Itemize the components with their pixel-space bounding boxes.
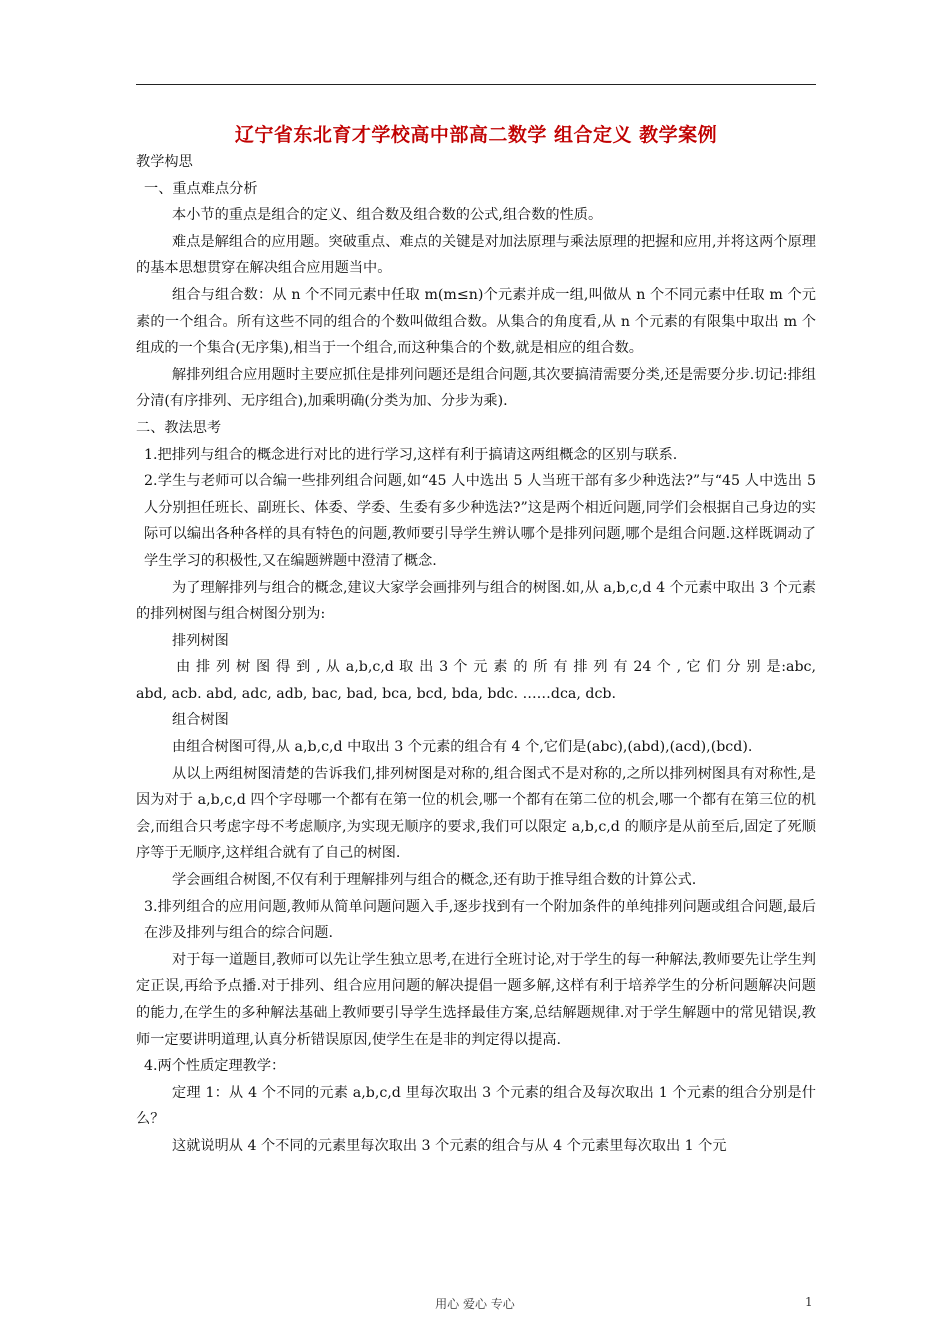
paragraph-combination-result: 由组合树图可得,从 a,b,c,d 中取出 3 个元素的组合有 4 个,它们是(abc),(abd),(acd),(bcd). [172,739,753,756]
paragraph-combination-definition: 组合与组合数：从 n 个不同元素中任取 m(m≤n)个元素并成一组,叫做从 n 个不同元素中任取 m 个元素的一个组合。所有这些不同的组合的个数叫做组合数。从集合的角度看,从 n 个元素的有限集中取出 m 个组成的一个集合(无序集),相当于一个组合,而这种集合的个数,就是相应的组合数。 [136,286,816,357]
paragraph-problem-discussion: 对于每一道题目,教师可以先让学生独立思考,在进行全班讨论,对于学生的每一种解法,教师要先让学生判定正误,再给予点播.对于排列、组合应用问题的解决提倡一题多解,这样有利于培养学生的分析问题解决问题的能力,在学生的多种解法基础上教师要引导学生选择最佳方案,总结解题规律.对于学生解题中的常见错误,教师一定要讲明道理,认真分析错误原因,使学生在是非的判定得以提高. [136,951,816,1048]
paragraph-tree-benefit: 学会画组合树图,不仅有利于理解排列与组合的概念,还有助于推导组合数的计算公式. [172,872,697,889]
page-number: 1 [805,1295,813,1309]
paragraph-key-point: 本小节的重点是组合的定义、组合数及组合数的公式,组合数的性质。 [172,207,603,224]
document-body [136,149,816,1160]
section-heading-teaching-idea: 教学构思 [136,154,193,170]
label-permutation-tree: 排列树图 [172,632,229,649]
paragraph-theorem-explanation: 这就说明从 4 个不同的元素里每次取出 3 个元素的组合与从 4 个元素里每次取出 1 个元 [172,1137,727,1154]
paragraph-tree-diagram-intro: 为了理解排列与组合的概念,建议大家学会画排列与组合的树图.如,从 a,b,c,d 4 个元素中取出 3 个元素的排列树图与组合树图分别为: [136,579,816,623]
paragraph-theorem-1: 定理 1：从 4 个不同的元素 a,b,c,d 里每次取出 3 个元素的组合及每次取出 1 个元素的组合分别是什么？ [136,1084,816,1128]
paragraph-permutation-result: 由 排 列 树 图 得 到 , 从 a,b,c,d 取 出 3 个 元 素 的 所 有 排 列 有 24 个 , 它 们 分 别 是:abc, abd, acb. abd, adc, adb, bac, bad, bca, bcd, bda, bdc. ……dca, dcb. [136,659,816,702]
document-title: 辽宁省东北育才学校高中部高二数学 组合定义 教学案例 [234,124,718,146]
numbered-item-1: 1.把排列与组合的概念进行对比的进行学习,这样有利于搞请这两组概念的区别与联系. [144,446,678,463]
numbered-item-2: 2.学生与老师可以合编一些排列组合问题,如“45 人中选出 5 人当班干部有多少种选法?”与“45 人中选出 5 人分别担任班长、副班长、体委、学委、生委有多少种选法?”这是两个相近问题,同学们会根据自己身边的实际可以编出各种各样的具有特色的问题,教师要引导学生辨认哪个是排列问题,哪个是组合问题.这样既调动了学生学习的积极性,又在编题辨题中澄清了概念. [144,473,816,569]
footer-slogan: 用心 爱心 专心 [435,1297,515,1311]
header-rule [136,84,816,85]
section-heading-key-points: 一、重点难点分析 [144,180,258,197]
numbered-item-3: 3.排列组合的应用问题,教师从简单问题问题入手,逐步找到有一个附加条件的单纯排列问题或组合问题,最后在涉及排列与组合的综合问题. [144,898,816,942]
paragraph-solving-tips: 解排列组合应用题时主要应抓住是排列问题还是组合问题,其次要搞清需要分类,还是需要分步.切记:排组分清(有序排列、无序组合),加乘明确(分类为加、分步为乘). [136,366,816,410]
section-heading-teaching-method: 二、教法思考 [136,419,222,436]
paragraph-tree-symmetry: 从以上两组树图清楚的告诉我们,排列树图是对称的,组合图式不是对称的,之所以排列树图具有对称性,是因为对于 a,b,c,d 四个字母哪一个都有在第一位的机会,哪一个都有在第二位的机会,哪一个都有在第三位的机会,而组合只考虑字母不考虑顺序,为实现无顺序的要求,我们可以限定 a,b,c,d 的顺序是从前至后,固定了死顺序等于无顺序,这样组合就有了自己的树图. [136,765,816,862]
label-combination-tree: 组合树图 [172,712,229,729]
paragraph-difficulty: 难点是解组合的应用题。突破重点、难点的关键是对加法原理与乘法原理的把握和应用,并将这两个原理的基本思想贯穿在解决组合应用题当中。 [136,233,816,277]
numbered-item-4: 4.两个性质定理教学： [144,1058,286,1075]
